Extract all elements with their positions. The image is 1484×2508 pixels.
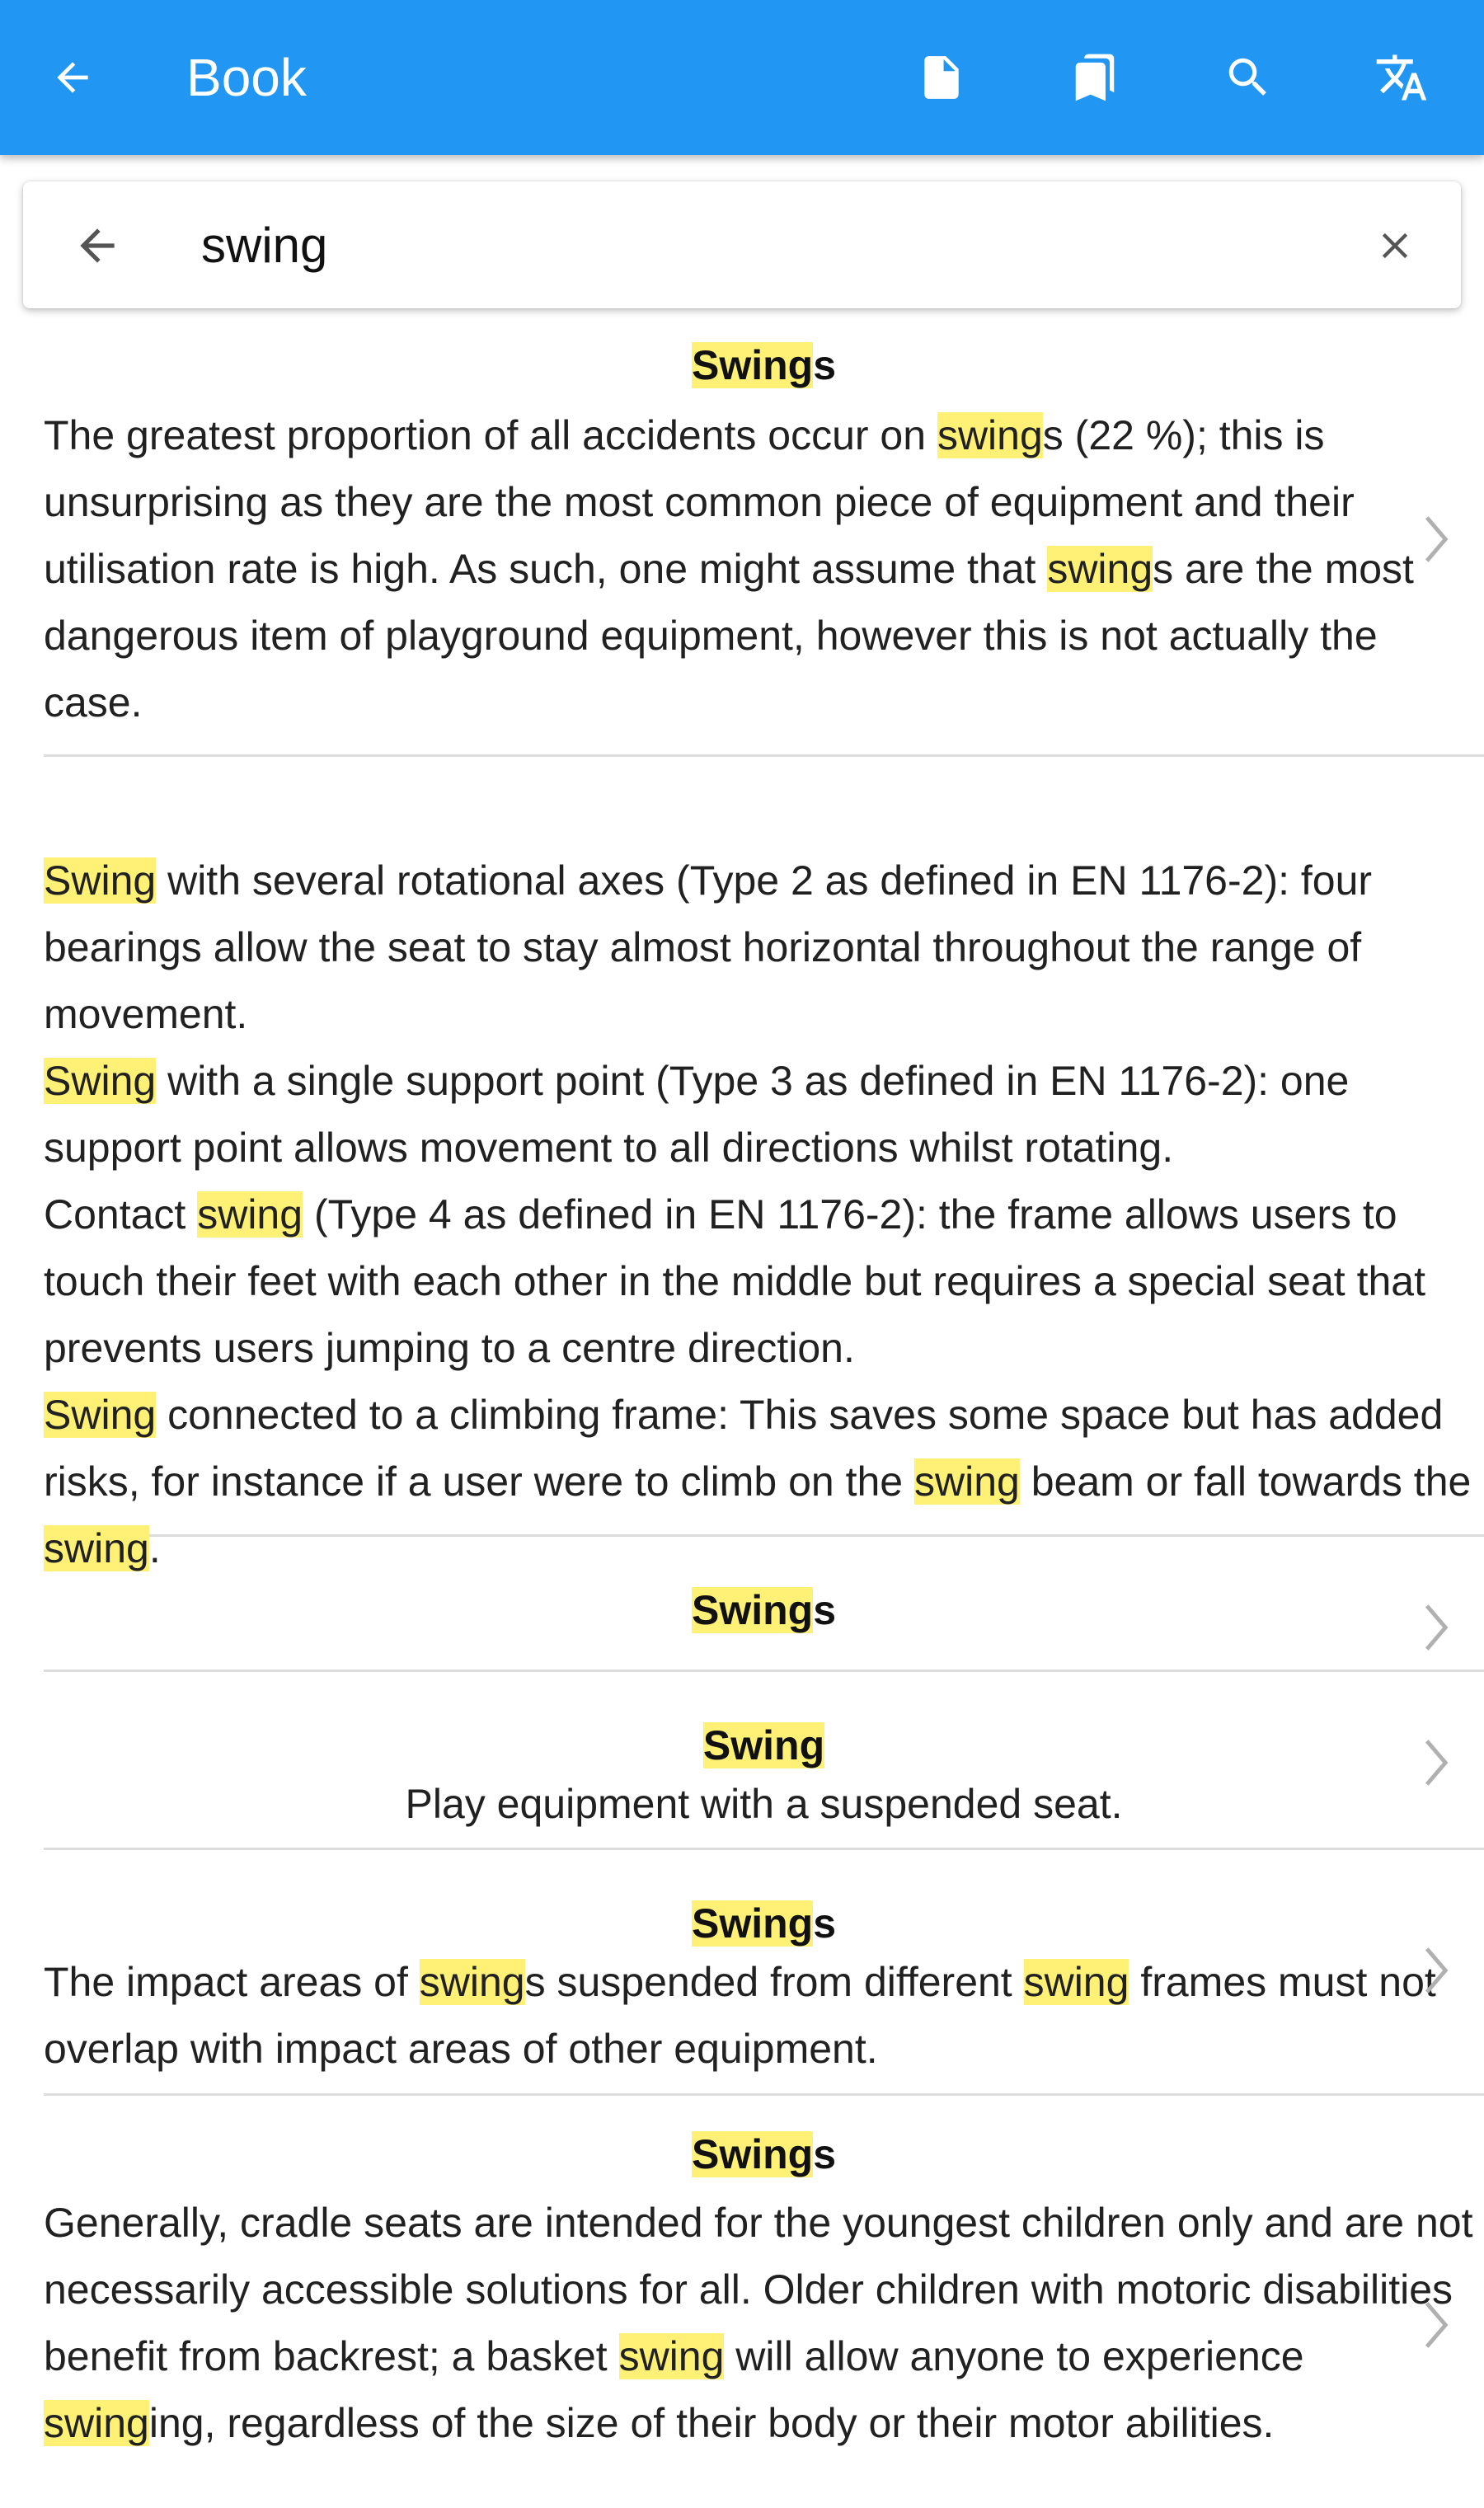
highlighted-match: swing	[419, 1959, 525, 2005]
highlighted-match: swing	[937, 412, 1043, 458]
text-segment: s (22 %); this is unsurprising as they are the most common piece of equipment and their utilisation rate is high. As such, one might assume that	[44, 412, 1355, 592]
arrow-left-icon	[49, 54, 96, 101]
translate-icon	[1374, 50, 1429, 105]
highlighted-match: swing	[618, 2333, 725, 2379]
result-title	[44, 340, 1484, 391]
text-segment: s are the most dangerous item of playground equipment, however this is not actually the case.	[44, 546, 1414, 726]
text-segment: s	[813, 2131, 837, 2177]
result-item[interactable]	[44, 757, 1484, 1571]
arrow-left-icon	[72, 220, 123, 271]
result-item[interactable]	[44, 308, 1484, 757]
highlighted-match: Swing	[691, 342, 814, 388]
result-body	[44, 402, 1484, 736]
text-segment: will allow anyone to experience	[724, 2333, 1304, 2379]
text-segment: with several rotational axes (Type 2 as defined in EN 1176-2): four bearings allow the seat to stay almost horizontal throughout the range of movement.	[44, 857, 1373, 1037]
highlighted-match: swing	[44, 1525, 149, 1571]
text-segment: Play equipment with a suspended seat.	[405, 1781, 1123, 1827]
highlighted-match: Swing	[691, 2131, 814, 2177]
chevron-right-icon	[1420, 1603, 1453, 1652]
highlighted-match: Swing	[44, 857, 157, 904]
highlighted-match: Swing	[691, 1900, 814, 1947]
highlighted-match: Swing	[44, 1058, 157, 1104]
highlighted-match: swing	[44, 2400, 149, 2446]
search-bar	[23, 181, 1461, 308]
chevron-right-icon	[1420, 514, 1453, 564]
result-item[interactable]	[44, 1672, 1484, 1850]
highlighted-match: Swing	[702, 1722, 825, 1768]
highlighted-match: swing	[197, 1191, 303, 1238]
text-segment: s	[813, 342, 837, 388]
highlighted-match: Swing	[44, 1392, 157, 1438]
search-button[interactable]	[1207, 36, 1289, 119]
text-segment: Generally, cradle seats are intended for the youngest children only and are not necessarily accessible solutions for all. Older children with motoric disabilities benefit from backrest; a basket	[44, 2200, 1473, 2379]
search-back-button[interactable]	[56, 206, 139, 285]
text-segment: ing, regardless of the size of their body or their motor abilities.	[148, 2400, 1275, 2446]
highlighted-match: Swing	[691, 1587, 814, 1633]
highlighted-match: swing	[1047, 546, 1153, 592]
result-item[interactable]	[44, 1850, 1484, 2096]
text-segment: Contact	[44, 1191, 198, 1238]
text-segment: s suspended from different	[524, 1959, 1024, 2005]
result-body	[44, 1771, 1484, 1838]
result-title	[44, 2129, 1484, 2180]
search-results-list	[0, 308, 1484, 2508]
search-icon	[1223, 52, 1274, 103]
page-button[interactable]	[900, 36, 983, 119]
chevron-right-icon	[1420, 1946, 1453, 1995]
text-segment: beam or fall towards the	[1019, 1458, 1472, 1505]
highlighted-match: swing	[1023, 1959, 1129, 2005]
result-body	[44, 2190, 1484, 2457]
result-item[interactable]	[44, 1537, 1484, 1672]
text-segment: The greatest proportion of all accidents occur on	[44, 412, 937, 458]
text-segment: (Type 4 as defined in EN 1176-2): the frame allows users to touch their feet with each other in the middle but requires a special seat that prevents users jumping to a centre direction.	[44, 1191, 1425, 1371]
page-title: Book	[186, 48, 307, 107]
text-segment: The impact areas of	[44, 1959, 420, 2005]
translate-button[interactable]	[1360, 36, 1443, 119]
page-icon	[916, 52, 967, 103]
highlighted-match: swing	[913, 1458, 1020, 1505]
result-body	[44, 848, 1484, 1582]
bookmarks-icon	[1069, 52, 1120, 103]
text-segment: with a single support point (Type 3 as defined in EN 1176-2): one support point allows movement to all directions whilst rotating.	[44, 1058, 1350, 1171]
result-body	[44, 1949, 1484, 2083]
result-title	[44, 1585, 1484, 1636]
text-segment: connected to a climbing frame: This saves some space but has added risks, for instance if a user were to climb on the	[44, 1392, 1444, 1505]
text-segment: s	[813, 1900, 837, 1947]
result-title	[44, 1720, 1484, 1771]
text-segment: frames must not overlap with impact areas of other equipment.	[44, 1959, 1436, 2072]
result-item[interactable]	[44, 2096, 1484, 2508]
chevron-right-icon	[1420, 1738, 1453, 1787]
back-button[interactable]	[31, 36, 114, 119]
text-segment: s	[813, 1587, 837, 1633]
chevron-right-icon	[1420, 2300, 1453, 2350]
close-icon	[1374, 224, 1416, 267]
app-bar	[0, 0, 1484, 155]
clear-search-button[interactable]	[1355, 206, 1435, 285]
result-title	[44, 1898, 1484, 1949]
text-segment: .	[148, 1525, 161, 1571]
search-input[interactable]	[201, 203, 1339, 287]
bookmarks-button[interactable]	[1054, 36, 1136, 119]
